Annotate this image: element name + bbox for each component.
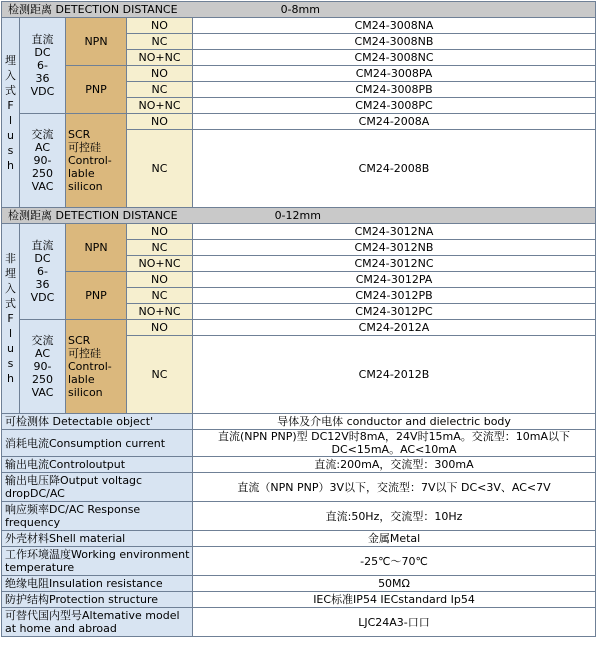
section-header-row [2,208,596,224]
section-header-row [2,2,596,18]
model-row [2,224,596,240]
scr-label-line: lable [68,167,95,180]
mounting-type-char: 入 [5,282,16,295]
mounting-type-char: h [7,372,14,385]
mounting-type-char: 非 [5,252,16,265]
ac-supply-line: AC [34,141,50,154]
dc-supply-line: DC [34,252,51,265]
output-type-cell: NO+NC [127,98,193,114]
model-row [2,18,596,34]
mounting-type-char: 埋 [5,53,16,67]
model-number-cell: CM24-3012NC [193,256,596,272]
spec-label: 绝缘电阻Insulation resistance [2,576,193,592]
ac-supply-line: AC [34,347,50,360]
mounting-type-char: l [8,113,13,127]
npn-label: NPN [84,35,108,48]
mounting-type-char: 埋 [5,267,16,280]
output-type-cell: NO [127,114,193,130]
dc-supply-line: 直流 [31,33,54,46]
dc-supply-line: 6- [37,265,48,278]
output-type-cell: NC [127,34,193,50]
dc-supply-line: 36 [35,278,50,291]
dc-supply-line: VDC [30,291,55,304]
scr-label-line: SCR [68,334,91,347]
model-number-cell: CM24-2012A [193,320,596,336]
dc-supply-line: DC [34,46,51,59]
output-type-cell: NO [127,320,193,336]
output-type-cell: NO [127,18,193,34]
mounting-type-char: 式 [5,297,16,310]
mounting-type-char: F [7,98,14,112]
spec-row [2,547,596,576]
spec-label: 响应频率DC/AC Response frequency [2,502,193,531]
scr-label-line: silicon [68,180,103,193]
output-type-cell: NO+NC [127,50,193,66]
output-type-cell: NC [127,130,193,208]
mounting-type-char: u [7,128,14,142]
dc-supply-cell [20,18,66,114]
spec-label: 输出电压降Output voltagc dropDC/AC [2,473,193,502]
spec-label: 可检测体 Detectable object' [2,414,193,430]
pnp-type-cell [66,272,127,320]
ac-supply-cell [20,114,66,208]
spec-value: LJC24A3-口口 [193,608,596,637]
ac-supply-line: 交流 [31,334,54,347]
npn-type-cell [66,224,127,272]
spec-row [2,592,596,608]
spec-value: 直流:50Hz，交流型：10Hz [193,502,596,531]
npn-label: NPN [84,241,108,254]
output-type-cell: NO [127,66,193,82]
model-number-cell: CM24-3012PB [193,288,596,304]
pnp-label: PNP [85,289,107,302]
model-row [2,114,596,130]
mounting-type-char: s [7,357,14,370]
scr-label-line: 可控硅 [68,141,101,154]
model-row [2,272,596,288]
detection-distance-label: 检测距离 DETECTION DISTANCE [8,209,178,222]
output-type-cell: NC [127,288,193,304]
ac-supply-line: 90- [33,154,52,167]
model-number-cell: CM24-3008NA [193,18,596,34]
ac-supply-line: 250 [32,373,53,386]
mounting-type-cell [2,224,20,414]
detection-distance-range: 0-8mm [280,3,320,16]
model-number-cell: CM24-3012PC [193,304,596,320]
spec-value: 50MΩ [193,576,596,592]
output-type-cell: NC [127,82,193,98]
model-number-cell: CM24-3008NC [193,50,596,66]
detection-distance-header [2,2,596,18]
spec-label: 输出电流Controloutput [2,457,193,473]
spec-value: 直流(NPN PNP)型 DC12V时8mA，24V时15mA。交流型：10mA以下 DC<15mA。AC<10mA [193,430,596,457]
scr-label-line: Control- [68,154,112,167]
spec-row [2,531,596,547]
model-number-cell: CM24-3008PC [193,98,596,114]
mounting-type-char: l [8,327,13,340]
model-number-cell: CM24-3012PA [193,272,596,288]
detection-distance-header [2,208,596,224]
scr-type-cell [66,114,127,208]
scr-label-line: Control- [68,360,112,373]
ac-supply-line: 90- [33,360,52,373]
spec-label: 消耗电流Consumption current [2,430,193,457]
mounting-type-char: s [7,143,14,157]
model-number-cell: CM24-3012NA [193,224,596,240]
spec-row [2,457,596,473]
model-number-cell: CM24-3008PB [193,82,596,98]
ac-supply-line: 交流 [31,128,54,141]
output-type-cell: NO+NC [127,256,193,272]
spec-value: 直流:200mA，交流型：300mA [193,457,596,473]
dc-supply-cell [20,224,66,320]
spec-row [2,608,596,637]
spec-value: 金属Metal [193,531,596,547]
mounting-type-char: 入 [5,68,16,82]
scr-label-line: lable [68,373,95,386]
dc-supply-line: VDC [30,85,55,98]
spec-label: 外壳材料Shell material [2,531,193,547]
scr-label-line: SCR [68,128,91,141]
spec-row [2,473,596,502]
output-type-cell: NO [127,272,193,288]
spec-table-body [2,2,596,637]
spec-row [2,576,596,592]
output-type-cell: NO+NC [127,304,193,320]
spec-value: 导体及介电体 conductor and dielectric body [193,414,596,430]
model-row [2,320,596,336]
spec-value: 直流（NPN PNP）3V以下，交流型：7V以下 DC<3V、AC<7V [193,473,596,502]
spec-row [2,414,596,430]
spec-label: 防护结构Protection structure [2,592,193,608]
dc-supply-line: 6- [37,59,48,72]
mounting-type-char: u [7,342,14,355]
model-number-cell: CM24-3012NB [193,240,596,256]
model-number-cell: CM24-2008B [193,130,596,208]
mounting-type-cell [2,18,20,208]
pnp-label: PNP [85,83,107,96]
model-row [2,66,596,82]
model-number-cell: CM24-3008NB [193,34,596,50]
output-type-cell: NO [127,224,193,240]
detection-distance-range: 0-12mm [274,209,321,222]
ac-supply-line: 250 [32,167,53,180]
detection-distance-label: 检测距离 DETECTION DISTANCE [8,3,178,16]
mounting-type-char: F [7,312,14,325]
spec-value: -25℃～70℃ [193,547,596,576]
spec-table [1,1,596,637]
npn-type-cell [66,18,127,66]
dc-supply-line: 直流 [31,239,54,252]
model-number-cell: CM24-2008A [193,114,596,130]
spec-row [2,502,596,531]
output-type-cell: NC [127,336,193,414]
ac-supply-cell [20,320,66,414]
ac-supply-line: VAC [31,386,54,399]
dc-supply-line: 36 [35,72,50,85]
spec-label: 可替代国内型号Altemative model at home and abroad [2,608,193,637]
ac-supply-line: VAC [31,180,54,193]
model-number-cell: CM24-2012B [193,336,596,414]
spec-row [2,430,596,457]
model-number-cell: CM24-3008PA [193,66,596,82]
spec-label: 工作环境温度Working environment temperature [2,547,193,576]
output-type-cell: NC [127,240,193,256]
mounting-type-char: 式 [5,83,16,97]
mounting-type-char: h [7,158,14,172]
scr-type-cell [66,320,127,414]
spec-value: IEC标准IP54 IECstandard Ip54 [193,592,596,608]
pnp-type-cell [66,66,127,114]
scr-label-line: 可控硅 [68,347,101,360]
scr-label-line: silicon [68,386,103,399]
